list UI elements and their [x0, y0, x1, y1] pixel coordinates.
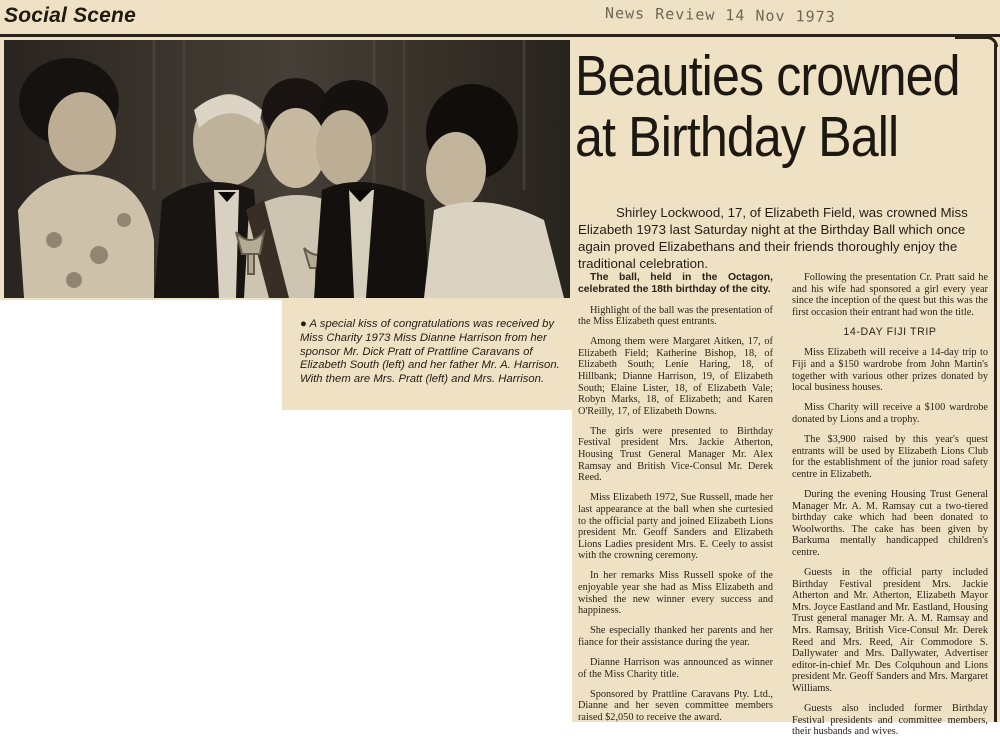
body-column-right: [792, 272, 988, 746]
corner-rule: [955, 36, 998, 47]
section-label: Social Scene: [4, 4, 136, 27]
photo-caption-text: A special kiss of congratulations was received by Miss Charity 1973 Miss Dianne Harrison from her sponsor Mr. Dick Pratt of Prattline Caravans of Elizabeth South (left) and her father Mr. A. Harrison. With them are Mrs. Pratt (left) and Mrs. Harrison.: [300, 318, 560, 386]
headline-line-1: Beauties crowned: [575, 44, 960, 108]
body-paragraph: The $3,900 raised by this year's quest entrants will be used by Elizabeth Lions Club for the establishment of the junior road safety centre in Elizabeth.: [792, 434, 988, 480]
body-paragraph: Guests also included former Birthday Festival presidents and committee members, their husbands and wives.: [792, 703, 988, 738]
bullet-icon: ●: [300, 318, 310, 330]
body-paragraph: During the evening Housing Trust General Manager Mr. A. M. Ramsay cut a two-tiered birthday cake which had been donated to Woolworths. The cake has been given by Barkuma mentally handicapped children's centre.: [792, 488, 988, 558]
body-paragraph: Guests in the official party included Birthday Festival president Mrs. Jackie Atherton and Mr. Atherton, Elizabeth Mayor Mrs. Joyce Eastland and Mr. Eastland, Housing Trust general manager Mr. A. M. Ramsay and Mrs. Ramsay, British Vice-Consul Mr. Derek Reed and Mrs. Reed, Air Commodore S. Dallywater and Mrs. Dallywater, Advertiser editor-in-chief Mr. Des Colquhoun and Lions president Mr. Geoff Sanders and Mrs. Margaret Williams.: [792, 566, 988, 694]
headline-line-2: at Birthday Ball: [575, 105, 899, 169]
news-photo: [4, 40, 570, 298]
headline: [575, 44, 960, 169]
intro-paragraph: Shirley Lockwood, 17, of Elizabeth Field, was crowned Miss Elizabeth 1973 last Saturday night at the Birthday Ball which once again proved Elizabethans and their friends thoroughly enjoy the traditional celebration.: [578, 205, 968, 271]
body-paragraph: Following the presentation Cr. Pratt said he and his wife had sponsored a girl every year since the inception of the quest but this was the first occasion their entrant had won the title.: [792, 272, 988, 318]
body-column-left: [578, 272, 773, 732]
body-paragraph: Sponsored by Prattline Caravans Pty. Ltd., Dianne and her seven committee members raised $2,050 to receive the award.: [578, 688, 773, 723]
handwritten-date-note: News Review 14 Nov 1973: [604, 3, 836, 27]
lead-paragraph: The ball, held in the Octagon, celebrated the 18th birthday of the city.: [578, 272, 773, 295]
body-paragraph: The girls were presented to Birthday Festival president Mrs. Jackie Atherton, Housing Trust General Manager Mr. Alex Ramsay and British Vice-Consul Mr. Derek Reed.: [578, 425, 773, 484]
body-paragraph: Highlight of the ball was the presentation of the Miss Elizabeth quest entrants.: [578, 304, 773, 328]
news-photo-illustration: [4, 40, 570, 298]
body-paragraph: Dianne Harrison was announced as winner of the Miss Charity title.: [578, 656, 773, 680]
photo-caption: [300, 318, 562, 387]
body-paragraph: She especially thanked her parents and her fiance for their assistance during the year.: [578, 625, 773, 648]
body-paragraph: Among them were Margaret Aitken, 17, of Elizabeth Field; Katherine Bishop, 18, of Elizabeth South; Lenie Haring, 18, of Hillbank; Dianne Harrison, 19, of Elizabeth South; Elaine Lister, 18, of Elizabeth Vale; Robyn Marks, 18, of Elizabeth; and Karen O'Reilly, 17, of Elizabeth Downs.: [578, 336, 773, 417]
body-paragraph: In her remarks Miss Russell spoke of the enjoyable year she had as Miss Elizabeth and wished the new winner every success and happiness.: [578, 570, 773, 617]
top-rule: [0, 34, 1000, 37]
body-paragraph: Miss Elizabeth 1972, Sue Russell, made her last appearance at the ball when she curtesied to the official party and joined Elizabeth Lions president Mr. Geoff Sanders and Elizabeth Lions Ladies president Mrs. E. Ceely to assist with the crowning ceremony.: [578, 492, 773, 562]
subheading: 14-DAY FIJI TRIP: [843, 325, 937, 338]
body-paragraph: Miss Elizabeth will receive a 14-day trip to Fiji and a $150 wardrobe from John Martin's together with various other prizes donated by local business houses.: [792, 347, 988, 394]
body-paragraph: Miss Charity will receive a $100 wardrobe donated by Lions and a trophy.: [792, 402, 988, 425]
right-rule: [994, 44, 997, 722]
